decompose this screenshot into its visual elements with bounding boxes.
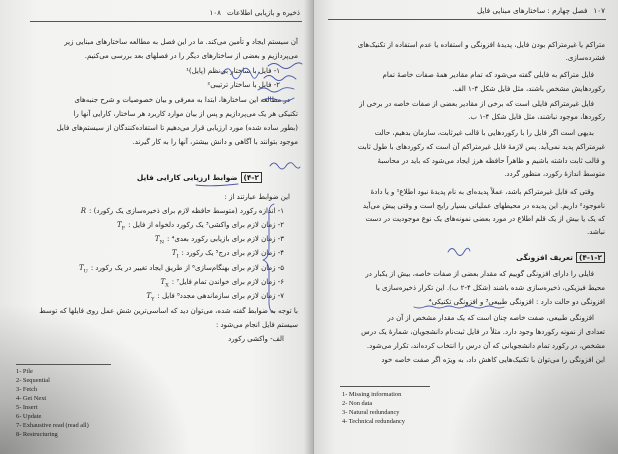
- criterion-symbol: $T_I$: [171, 249, 179, 258]
- structure-item: ۱- فایل با ساختار بی‌نظم (پایل)¹: [186, 67, 280, 75]
- criterion-item: [36, 206, 284, 216]
- criterion-symbol: $T_F$: [116, 221, 126, 230]
- section-title: تعریف افزونگی: [516, 253, 573, 262]
- criterion-symbol: $T_X$: [160, 278, 169, 287]
- criterion-text: ۶- زمان لازم برای خواندن تمام فایل⁷ :: [171, 278, 284, 286]
- body-line: رکوردهایش مشخص باشند، مثل فایل شکل ۴-۱ الف.: [452, 85, 605, 93]
- body-line: رکوردها، موجود نباشند، مثل فایل شکل ۴-۱ ب.: [468, 113, 605, 121]
- paragraph-line: تکنیکی هر یک می‌پردازیم و پس از بیان موارد کاربرد هر ساختار، کارایی آنها را: [73, 110, 298, 118]
- criteria-intro: این ضوابط عبارتند از :: [224, 193, 290, 201]
- body-line: متوسط اندازهٔ رکورد، منظور گردد.: [504, 170, 605, 178]
- footnote: 1- Pile: [16, 368, 33, 375]
- body-line: و قالب ثابت داشته باشیم و ظاهراً حافظه هرز ایجاد می‌شود که باید در محاسبهٔ: [377, 157, 605, 165]
- criterion-item: [36, 291, 284, 301]
- paragraph-line: موجود بتوانند با آگاهی و دانش بیشتر، آنها را به کار گیرند.: [132, 138, 298, 146]
- body-line: وقتی که فایل غیرمتراکم باشد، عملاً پدیده‌ای به نام پدیدهٔ نبود اطلاع¹ و یا دادهٔ: [370, 188, 594, 196]
- section-heading: [455, 252, 605, 264]
- criterion-text: ۴- زمان لازم برای درج⁵ یک رکورد :: [181, 249, 284, 257]
- criterion-item: [36, 263, 284, 273]
- footnote: 3- Natural redundancy: [342, 409, 400, 416]
- body-line: فایل غیرمتراکم فایلی است که برخی از مقادیر بعضی از صفات خاصه در برخی از: [359, 100, 594, 108]
- body-line: که یک یا بیش از یک قلم اطلاع در مورد بعضی نمونه‌های یک نوع موجودیت در دست: [365, 215, 605, 223]
- footnote: 4- Technical redundancy: [342, 418, 405, 425]
- footnote-rule: [16, 364, 111, 365]
- structure-item: ۲- فایل با ساختار ترتیبی²: [207, 81, 280, 89]
- right-page: [314, 0, 618, 454]
- running-title: فصل چهارم : ساختارهای مبنایی فایل: [477, 6, 588, 15]
- body-line: افزونگی دو حالت دارد : افزونگی طبیعی³ و افزونگی تکنیکی⁴: [428, 298, 605, 306]
- section-number: ۴-۱-۲): [576, 252, 605, 263]
- body-line: بدیهی است اگر فایل را با رکوردهایی با قالب غیرثابت، سازمان بدهیم، حالت: [374, 129, 594, 137]
- body-line: تعدادی از نمونه رکوردها وجود دارد. مثلاً در فایل ثبت‌نام دانشجویان، شمارهٔ یک درس: [361, 328, 605, 336]
- body-line: فایل متراکم به فایلی گفته می‌شود که تمام مقادیر همهٔ صفات خاصهٔ تمام: [382, 71, 594, 79]
- criterion-text: ۱- اندازه رکورد (متوسط حافظه لازم برای ذخیره‌سازی یک رکورد) :: [89, 207, 284, 215]
- body-line: فشرده‌سازی.: [565, 54, 605, 62]
- running-header: [415, 6, 605, 16]
- body-line: این افزونگی را می‌توان با تکنیک‌هایی کاهش داد، به ویژه اگر صفت خاصه خود: [381, 356, 605, 364]
- footnote: 4- Get Next: [16, 395, 47, 402]
- body-line: متراکم یا غیرمتراکم بودن فایل، پدیدهٔ افزونگی و استفاده یا عدم استفاده از تکنیک‌های: [357, 41, 605, 49]
- footnote: 5- Insert: [16, 404, 38, 411]
- section-number: ۴-۲): [241, 172, 262, 183]
- body-line: فایلی را دارای افزونگی گوییم که مقدار بعضی از صفات خاصه، بیش از یکبار در: [365, 270, 594, 278]
- footnote: 1- Missing information: [342, 391, 402, 398]
- page-number: ۱۰۷: [593, 6, 605, 15]
- footnote: 2- Sequential: [16, 377, 50, 384]
- running-header: [140, 8, 300, 18]
- criterion-text: ۷- زمان لازم برای سازماندهی مجدد⁸ فایل :: [157, 292, 284, 300]
- section-title: ضوابط ارزیابی کارایی فایل: [136, 173, 238, 182]
- footnote: 7- Exhaustive read (read all): [16, 422, 89, 429]
- page-number: ۱۰۸: [209, 8, 222, 17]
- criterion-text: ۳- زمان لازم برای بازیابی رکورد بعدی⁴ :: [166, 235, 284, 243]
- criterion-item: [36, 277, 284, 287]
- criterion-item: [36, 220, 284, 230]
- header-rule: [328, 19, 606, 20]
- paragraph-line: (بطور ساده شده) مورد ارزیابی قرار می‌دهیم تا استفاده‌کنندگان از سیستم‌های فایل: [56, 124, 298, 132]
- criterion-symbol: R: [80, 207, 87, 215]
- criterion-symbol: $T_U$: [78, 264, 88, 273]
- section-heading: [92, 172, 262, 184]
- closing-line: با توجه به ضوابط گفته شده، می‌توان دید که اساسی‌ترین شش عمل روی فایلها که توسط: [39, 307, 298, 315]
- closing-line: الف- واکشی رکورد: [228, 335, 284, 343]
- body-line: نباشد.: [587, 228, 605, 236]
- criterion-item: [36, 248, 284, 258]
- intro-line: می‌پردازیم و بعضی از ساختارهای دیگر را در فصلهای بعد بررسی می‌کنیم.: [84, 52, 298, 60]
- running-title: ذخیره و بازیابی اطلاعات: [227, 8, 300, 17]
- criterion-symbol: $T_N$: [154, 235, 164, 244]
- footnote-rule: [340, 386, 430, 387]
- paragraph-line: در مطالعه این ساختارها، ابتدا به معرفی و بیان خصوصیات و شرح جنبه‌های: [74, 96, 290, 104]
- footnote: 3- Fetch: [16, 386, 38, 393]
- body-line: محیط فیزیکی، ذخیره‌سازی شده باشند (شکل ۴-۲ ب). این تکرار ذخیره‌سازی یا: [375, 284, 605, 292]
- footnote: 6- Update: [16, 413, 42, 420]
- body-line: افزونگی طبیعی، صفت خاصه چنان است که یک مقدار مشخص از آن در: [387, 314, 594, 322]
- criterion-item: [36, 234, 284, 244]
- body-line: ناموجود² داریم. این پدیده در محیطهای عملیاتی بسیار رایج است و وقتی پیش می‌آید: [362, 202, 605, 210]
- header-rule: [30, 21, 302, 22]
- footnote: 8- Restructuring: [16, 431, 58, 438]
- criterion-symbol: $T_Y$: [146, 292, 155, 301]
- body-line: غیرمتراکم پدید نمی‌آید. پس لازمهٔ فایل غیرمتراکم آن است که رکوردهای با طول ثابت: [357, 143, 605, 151]
- closing-line: سیستم فایل انجام می‌شود :: [215, 321, 298, 329]
- footnote: 2- Non data: [342, 400, 373, 407]
- body-line: مشخص، در رکورد تمام دانشجویانی که آن درس را انتخاب کرده‌اند، تکرار می‌شود.: [366, 342, 605, 350]
- criterion-text: ۲- زمان لازم برای واکشی³ یک رکورد دلخواه از فایل :: [128, 221, 284, 229]
- intro-line: آن سیستم ایجاد و تأمین می‌کند. ما در این فصل به مطالعه ساختارهای مبنایی زیر: [64, 38, 298, 46]
- criterion-text: ۵- زمان لازم برای بهنگام‌سازی⁶ از طریق ایجاد تغییر در یک رکورد :: [90, 264, 284, 272]
